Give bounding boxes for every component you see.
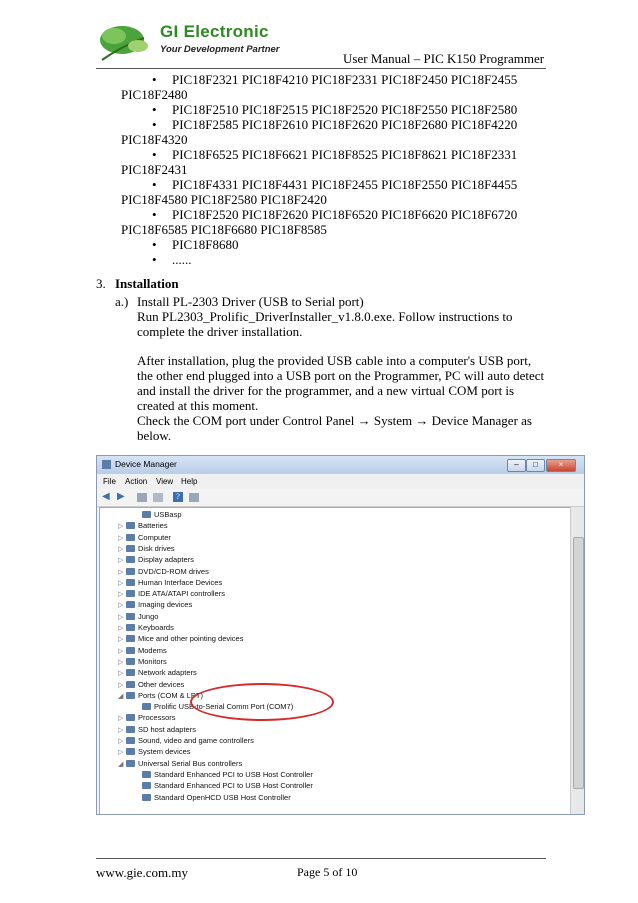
help-icon[interactable]: ? [173,492,183,502]
tree-item-label: Processors [138,713,176,723]
device-list-item: PIC18F8680 [172,237,239,252]
toolbar [97,489,584,507]
expander-icon[interactable]: ▷ [118,534,124,542]
tree-item[interactable] [134,793,291,803]
expander-icon[interactable]: ▷ [118,613,124,621]
device-list-item-continued: PIC18F6585 PIC18F6680 PIC18F8585 [121,222,327,237]
device-icon [142,782,151,789]
tree-item[interactable] [118,589,225,600]
tree-item-label: USBasp [154,510,182,519]
tree-item-label: System devices [138,747,191,757]
page-number: Page 5 of 10 [297,865,358,879]
tree-item[interactable] [118,725,196,736]
minimize-button[interactable]: – [507,459,526,472]
device-list-item: PIC18F2510 PIC18F2515 PIC18F2520 PIC18F2550 PIC18F2580 [172,102,518,117]
device-list-item: PIC18F2520 PIC18F2620 PIC18F6520 PIC18F6620 PIC18F6720 [172,207,518,222]
device-icon [126,669,135,676]
tree-item-label: Display adapters [138,555,194,565]
paragraph-line: and install the driver for the programmer, and a new virtual COM port is [137,383,515,398]
tree-item[interactable] [118,713,176,724]
tree-item[interactable] [118,668,197,679]
device-list-item-continued: PIC18F4320 [121,132,188,147]
tree-item-label: Other devices [138,679,185,689]
leaf-icon [100,26,148,60]
paragraph-line: After installation, plug the provided USB cable into a computer's USB port, [137,353,532,368]
device-list-item: PIC18F4331 PIC18F4431 PIC18F2455 PIC18F2550 PIC18F4455 [172,177,518,192]
expander-icon[interactable]: ▷ [118,715,124,723]
tree-item-label: Imaging devices [138,600,193,610]
tree-item[interactable] [118,680,184,691]
device-icon [126,658,135,665]
expander-icon[interactable]: ▷ [118,647,124,655]
device-icon [126,624,135,631]
tree-item[interactable] [118,747,191,758]
bullet-icon: • [152,72,157,87]
tree-item-label: Standard Enhanced PCI to USB Host Controller [154,781,313,791]
tree-item-label: Sound, video and game controllers [138,736,254,745]
tree-item[interactable] [134,510,182,520]
vertical-scrollbar[interactable] [570,507,584,814]
tree-item-label: Mice and other pointing devices [138,634,244,644]
expander-icon[interactable]: ▷ [118,625,124,632]
scan-icon[interactable] [189,493,199,502]
paragraph-line: Check the COM port under Control Panel → System → Device Manager as [137,413,532,428]
section-title: Installation [115,276,179,291]
device-icon [142,511,151,518]
bullet-icon: • [152,252,157,267]
subsection-label: a.) [115,294,129,309]
menu-bar [97,475,584,489]
tree-item-label: Modems [138,645,167,655]
expander-icon[interactable]: ▷ [118,602,124,610]
device-icon [126,635,135,642]
tree-item-label: Standard Enhanced PCI to USB Host Controller [154,769,313,779]
tree-item-label: Universal Serial Bus controllers [138,758,243,768]
window-titlebar [97,456,584,474]
window-title: Device Manager [115,459,177,469]
expander-icon[interactable]: ◢ [118,692,124,700]
device-tree [99,507,571,815]
device-icon [142,771,151,778]
tree-item[interactable] [134,770,313,780]
tree-item-label: Keyboards [138,623,174,632]
tree-item-label: Computer [138,532,171,542]
tree-item[interactable] [118,533,171,544]
expander-icon[interactable]: ▷ [118,749,124,757]
device-icon [142,703,151,710]
tree-item[interactable] [118,567,209,578]
bullet-icon: • [152,237,157,252]
expander-icon[interactable]: ▷ [118,670,124,678]
device-icon [126,568,135,575]
device-icon [126,737,135,744]
device-manager-screenshot [96,455,585,815]
tree-item[interactable] [118,600,192,611]
back-icon[interactable]: ◀ [102,491,110,502]
tree-item-label: DVD/CD-ROM drives [138,566,209,576]
logo-subtitle: Your Development Partner [160,44,280,55]
device-list-item-continued: PIC18F2431 [121,162,188,177]
properties-icon[interactable] [137,493,147,502]
tree-item-label: SD host adapters [138,724,196,734]
bullet-icon: • [152,207,157,222]
device-icon [126,613,135,620]
paragraph-line: the other end plugged into a USB port on the Programmer, PC will auto detect [137,368,545,383]
header-divider [96,68,546,69]
view-icon[interactable] [153,493,163,502]
device-icon [126,545,135,552]
menu-help[interactable]: Help [181,477,198,486]
device-icon [142,794,151,801]
tree-item-label: Ports (COM & LPT) [138,690,204,700]
tree-item[interactable] [118,736,254,747]
expander-icon[interactable]: ▷ [118,658,124,666]
tree-item[interactable] [118,521,168,532]
tree-item[interactable] [118,646,167,657]
device-list-item: ...... [172,252,192,267]
tree-item[interactable] [118,612,158,623]
device-icon [126,760,135,767]
bullet-icon: • [152,102,157,117]
expander-icon[interactable]: ◢ [118,760,124,768]
paragraph-line: below. [137,428,172,443]
scrollbar-thumb[interactable] [573,537,584,789]
expander-icon[interactable]: ▷ [118,523,124,531]
device-icon [126,748,135,755]
device-list-item-continued: PIC18F2480 [121,87,188,102]
tree-item-label: Jungo [138,611,159,621]
tree-item-label: IDE ATA/ATAPI controllers [138,589,225,599]
expander-icon[interactable]: ▷ [118,681,124,689]
footer-divider [96,858,546,859]
tree-item-label: Monitors [138,656,167,666]
tree-item[interactable] [118,759,242,770]
paragraph-line: created at this moment. [137,398,259,413]
expander-icon[interactable]: ▷ [118,579,124,587]
expander-icon[interactable]: ▷ [118,738,124,745]
device-list-item: PIC18F2585 PIC18F2610 PIC18F2620 PIC18F2680 PIC18F4220 [172,117,518,132]
menu-file[interactable]: File [103,477,116,486]
bullet-icon: • [152,147,157,162]
paragraph-line: Run PL2303_Prolific_DriverInstaller_v1.8.0.exe. Follow instructions to [137,309,513,324]
section-number: 3. [96,276,106,291]
device-icon [126,590,135,597]
bullet-icon: • [152,117,157,132]
paragraph-line: complete the driver installation. [137,324,303,339]
footer-url[interactable]: www.gie.com.my [96,865,188,880]
tree-item[interactable] [118,544,175,555]
tree-item[interactable] [118,578,222,589]
bullet-icon: • [152,177,157,192]
tree-item[interactable] [118,555,194,566]
forward-icon[interactable]: ▶ [117,491,125,502]
menu-action[interactable]: Action [125,477,148,486]
expander-icon[interactable]: ▷ [118,568,124,576]
tree-item-label: Batteries [138,521,168,531]
menu-view[interactable]: View [156,477,174,486]
device-manager-icon [102,460,111,469]
highlight-ellipse [190,683,334,721]
device-icon [126,522,135,529]
subsection-title: Install PL-2303 Driver (USB to Serial port) [137,294,364,309]
tree-item[interactable] [134,781,313,791]
device-list-item-continued: PIC18F4580 PIC18F2580 PIC18F2420 [121,192,327,207]
device-list-item: PIC18F2321 PIC18F4210 PIC18F2331 PIC18F2450 PIC18F2455 [172,72,518,87]
expander-icon[interactable]: ▷ [118,557,124,565]
expander-icon[interactable]: ▷ [118,545,124,553]
tree-item[interactable] [118,623,174,634]
tree-item[interactable] [118,657,167,668]
tree-item-label: Disk drives [138,543,175,553]
close-button[interactable]: × [546,459,576,472]
device-icon [126,534,135,541]
expander-icon[interactable]: ▷ [118,636,124,644]
expander-icon[interactable]: ▷ [118,591,124,599]
device-icon [126,601,135,608]
device-icon [126,692,135,699]
header-title: User Manual – PIC K150 Programmer [343,51,545,66]
tree-item-label: Network adapters [138,668,197,678]
device-list-item: PIC18F6525 PIC18F6621 PIC18F8525 PIC18F8621 PIC18F2331 [172,147,518,162]
device-icon [126,726,135,733]
tree-item-label: Human Interface Devices [138,577,223,587]
device-icon [126,681,135,688]
logo-title: GI Electronic [160,22,269,41]
device-icon [126,647,135,654]
maximize-button[interactable]: □ [526,459,545,472]
tree-item-label: Prolific USB-to-Serial Comm Port (COM7) [154,702,294,712]
device-icon [126,556,135,563]
device-icon [126,579,135,586]
device-icon [126,714,135,721]
tree-item-label: Standard OpenHCD USB Host Controller [154,792,291,802]
tree-item[interactable] [118,634,243,645]
expander-icon[interactable]: ▷ [118,726,124,734]
